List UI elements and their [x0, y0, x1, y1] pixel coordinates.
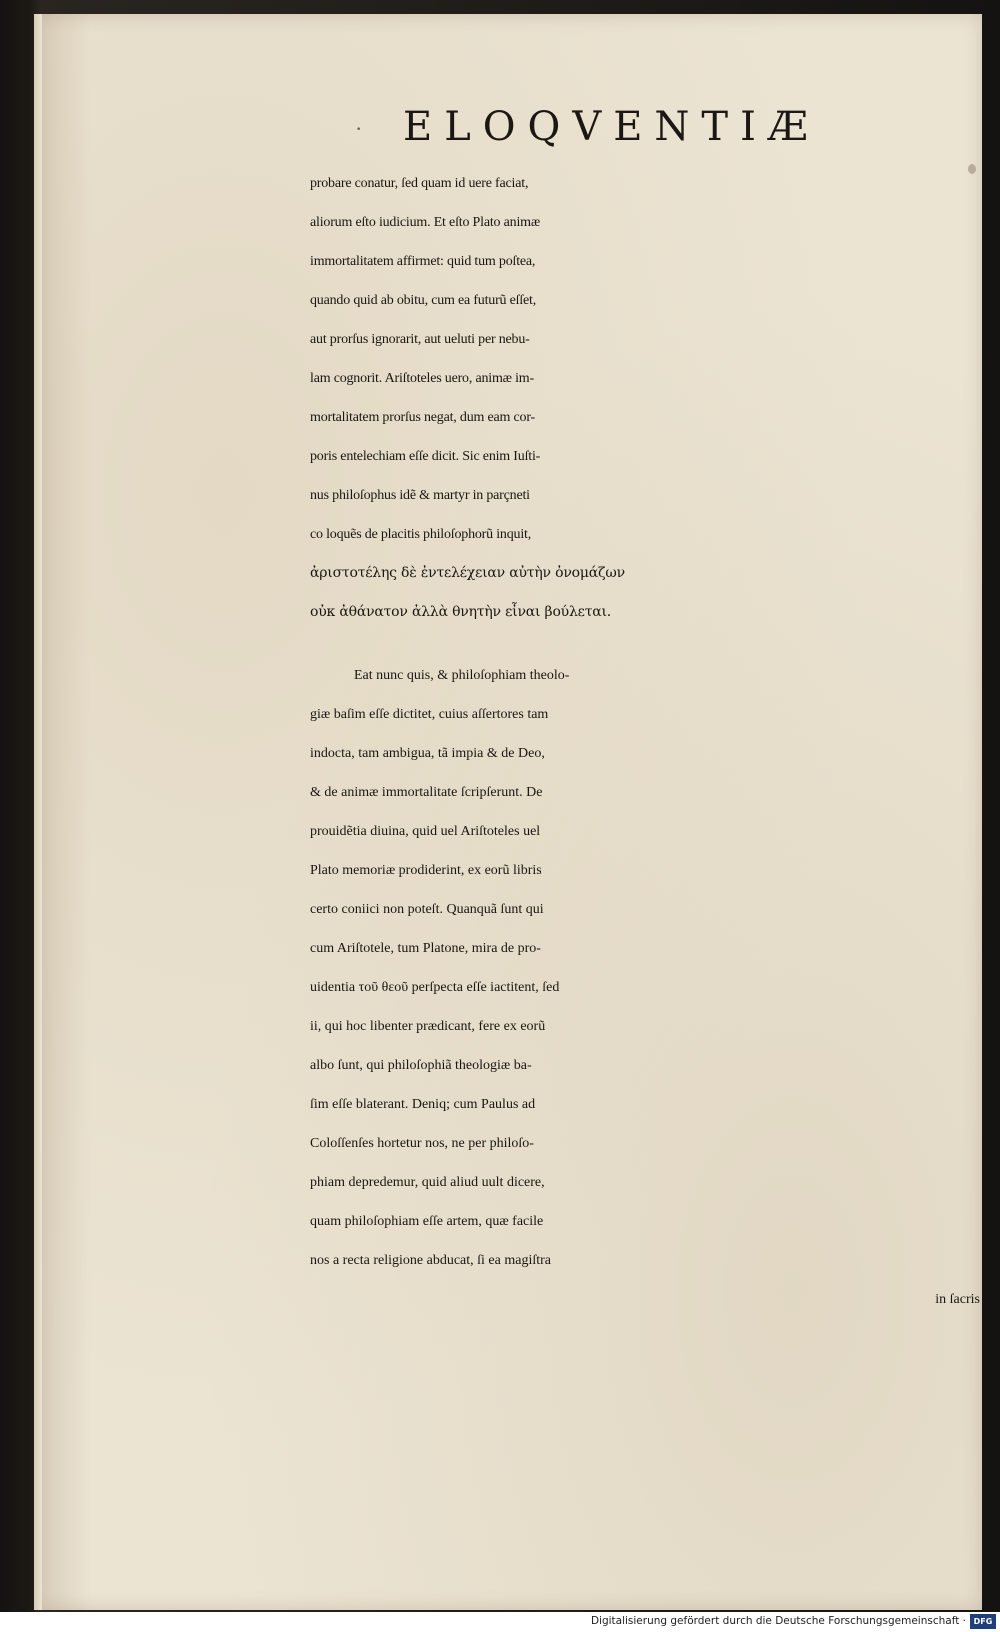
greek-quote-line: ἀριστοτέλης δὲ ἐντελέχειαν αὐτὴν ὀνομάζων	[310, 565, 625, 581]
text-line: probare conatur, ſed quam id uere faciat,	[310, 176, 529, 191]
text-line: Coloſſenſes hortetur nos, ne per philoſo-	[310, 1136, 534, 1151]
greek-quote-line: οὐκ ἀθάνατον ἀλλὰ θνητὴν εἶναι βούλεται.	[310, 604, 612, 620]
funding-credit: Digitalisierung gefördert durch die Deutsche Forschungsgemeinschaft ·	[590, 1615, 966, 1627]
text-line: prouidẽtia diuina, quid uel Ariſtoteles uel	[310, 824, 541, 839]
text-line: quando quid ab obitu, cum ea futurũ eſſet,	[310, 293, 537, 308]
text-line: ſim eſſe blaterant. Deniq; cum Paulus ad	[310, 1097, 536, 1112]
text-line: certo coniici non poteſt. Quanquã ſunt qui	[310, 902, 544, 917]
text-line: giæ baſim eſſe dictitet, cuius aſſertores tam	[310, 707, 549, 722]
paragraph-1	[310, 164, 980, 632]
text-line: indocta, tam ambigua, tã impia & de Deo,	[310, 746, 545, 761]
dfg-logo: DFG	[970, 1614, 996, 1629]
text-line: poris entelechiam eſſe dicit. Sic enim Iuſti-	[310, 449, 541, 464]
text-line: immortalitatem affirmet: quid tum poſtea,	[310, 254, 536, 269]
text-line: nos a recta religione abducat, ſi ea magiſtra	[310, 1253, 552, 1268]
text-line: aut prorſus ignorarit, aut ueluti per nebu-	[310, 332, 530, 347]
text-line: lam cognorit. Ariſtoteles uero, animæ im-	[310, 371, 534, 386]
digitization-footer	[0, 1612, 1000, 1632]
page-text	[310, 164, 980, 1319]
text-line: nus philoſophus idẽ & martyr in parçneti	[310, 488, 530, 503]
text-line: mortalitatem prorſus negat, dum eam cor-	[310, 410, 535, 425]
text-line: albo ſunt, qui philoſophiã theologiæ ba-	[310, 1058, 532, 1073]
text-line: Eat nunc quis, & philoſophiam theolo-	[354, 668, 570, 683]
text-line: phiam depredemur, quid aliud uult dicere,	[310, 1175, 545, 1190]
paragraph-2	[310, 656, 980, 1319]
text-line: uidentia τοῦ θεοῦ perſpecta eſſe iactitent, ſed	[310, 980, 560, 995]
text-line: Plato memoriæ prodiderint, ex eorũ libris	[310, 863, 542, 878]
text-line: aliorum eſto iudicium. Et eſto Plato animæ	[310, 215, 540, 230]
text-line: co loquẽs de placitis philoſophorũ inquit,	[310, 527, 532, 542]
text-line: ii, qui hoc libenter prædicant, fere ex eorũ	[310, 1019, 546, 1034]
running-title: ELOQVENTIÆ	[403, 104, 820, 150]
paragraph-gap	[310, 632, 980, 656]
catchword: in ſacris	[935, 1292, 980, 1307]
text-line: quam philoſophiam eſſe artem, quæ facile	[310, 1214, 544, 1229]
text-line: & de animæ immortalitate ſcripſerunt. De	[310, 785, 543, 800]
text-line: cum Ariſtotele, tum Platone, mira de pro-	[310, 941, 541, 956]
page-gutter-edge	[34, 14, 42, 1610]
header-ornament: ·	[355, 116, 363, 141]
